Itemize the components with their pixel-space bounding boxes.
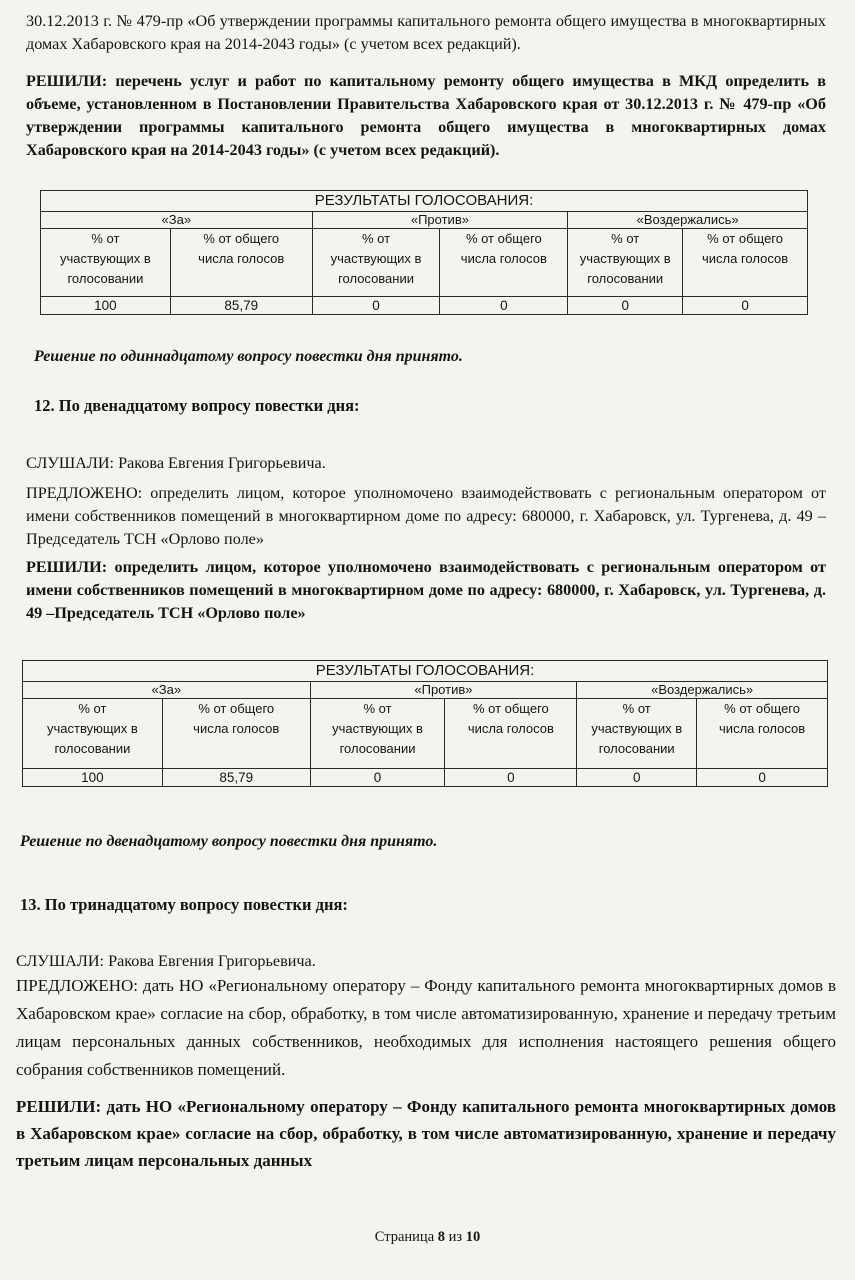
col-header-total: % от общего числа голосов bbox=[445, 699, 577, 769]
col-header-total: % от общего числа голосов bbox=[697, 699, 828, 769]
resolved-label: РЕШИЛИ: bbox=[26, 558, 108, 576]
vote-results-table-2 bbox=[22, 660, 828, 787]
table-title: РЕЗУЛЬТАТЫ ГОЛОСОВАНИЯ: bbox=[41, 191, 808, 212]
value-for-participants: 100 bbox=[41, 297, 171, 315]
resolved-text: определить лицом, которое уполномочено взаимодействовать с региональным оператором от имени собственников помещений в многоквартирном доме по адресу: 680000, г. Хабаровск, ул. Тургенева, д. 49 –Председатель ТСН «Орлово поле» bbox=[26, 558, 826, 622]
group-for-header: «За» bbox=[23, 682, 311, 699]
intro-line-2: многоквартирных домах Хабаровского края на 2014-2043 годы» (с учетом всех редакций). bbox=[26, 12, 827, 53]
col-header-participants: % от участвующих в голосовании bbox=[310, 699, 445, 769]
question-12-heading: 12. По двенадцатому вопросу повестки дня: bbox=[34, 396, 360, 415]
value-for-total: 85,79 bbox=[170, 297, 312, 315]
q13-proposed: ПРЕДЛОЖЕНО: дать НО «Региональному оператору – Фонду капитального ремонта многоквартирных домов в Хабаровском крае» согласие на сбор, обработку, в том числе автоматизированную, хранение и передачу третьим лицам персональных данных собственников, необходимых для исполнения настоящего решения общего собрания собственников помещений. bbox=[16, 976, 836, 1079]
q12-heard: СЛУШАЛИ: Ракова Евгения Григорьевича. bbox=[26, 454, 326, 472]
decision-12: Решение по двенадцатому вопросу повестки дня принято. bbox=[20, 833, 438, 850]
intro-line-1: 30.12.2013 г. № 479-пр «Об утверждении программы капитального ремонта общего имущества в bbox=[26, 12, 699, 30]
table-title: РЕЗУЛЬТАТЫ ГОЛОСОВАНИЯ: bbox=[23, 661, 828, 682]
col-header-total: % от общего числа голосов bbox=[162, 699, 310, 769]
col-header-participants: % от участвующих в голосовании bbox=[312, 229, 440, 297]
value-for-participants: 100 bbox=[23, 769, 163, 787]
q12-proposed: ПРЕДЛОЖЕНО: определить лицом, которое уполномочено взаимодействовать с региональным оператором от имени собственников помещений в многоквартирном доме по адресу: 680000, г. Хабаровск, ул. Тургенева, д. 49 –Председатель ТСН «Орлово поле» bbox=[26, 484, 826, 548]
col-header-total: % от общего числа голосов bbox=[170, 229, 312, 297]
intro-paragraph bbox=[26, 10, 826, 56]
value-abstain-total: 0 bbox=[683, 297, 808, 315]
resolved-text: дать НО «Региональному оператору – Фонду капитального ремонта многоквартирных домов в Хабаровском крае» согласие на сбор, обработку, в том числе автоматизированную, хранение и передачу третьим лицам персональных данных bbox=[16, 1097, 836, 1170]
of-word: из bbox=[448, 1229, 463, 1245]
value-against-total: 0 bbox=[440, 297, 568, 315]
page-word: Страница bbox=[374, 1229, 435, 1245]
q13-heard: СЛУШАЛИ: Ракова Евгения Григорьевича. bbox=[16, 952, 316, 970]
vote-results-table-1 bbox=[40, 190, 808, 315]
page-number: 8 bbox=[437, 1229, 446, 1245]
group-against-header: «Против» bbox=[312, 212, 568, 229]
col-header-participants: % от участвующих в голосовании bbox=[41, 229, 171, 297]
col-header-participants: % от участвующих в голосовании bbox=[23, 699, 163, 769]
value-abstain-participants: 0 bbox=[568, 297, 683, 315]
col-header-total: % от общего числа голосов bbox=[683, 229, 808, 297]
q12-resolved-paragraph bbox=[26, 556, 826, 625]
question-13-heading: 13. По тринадцатому вопросу повестки дня: bbox=[20, 895, 348, 914]
value-against-participants: 0 bbox=[312, 297, 440, 315]
decision-11: Решение по одиннадцатому вопросу повестки дня принято. bbox=[34, 348, 463, 365]
col-header-participants: % от участвующих в голосовании bbox=[577, 699, 697, 769]
value-abstain-participants: 0 bbox=[577, 769, 697, 787]
group-against-header: «Против» bbox=[310, 682, 577, 699]
group-abstain-header: «Воздержались» bbox=[577, 682, 828, 699]
value-against-participants: 0 bbox=[310, 769, 445, 787]
page-total: 10 bbox=[465, 1229, 481, 1245]
q13-resolved-paragraph bbox=[16, 1093, 836, 1174]
col-header-total: % от общего числа голосов bbox=[440, 229, 568, 297]
group-for-header: «За» bbox=[41, 212, 313, 229]
value-against-total: 0 bbox=[445, 769, 577, 787]
page-footer bbox=[0, 1229, 855, 1246]
resolved-text: перечень услуг и работ по капитальному ремонту общего имущества в МКД определить в объеме, установленном в Постановлении Правительства Хабаровского края от 30.12.2013 г. № 479-пр «Об утверждении программы капитального ремонта общего имущества в многоквартирных домах Хабаровского края на 2014-2043 годы» (с учетом всех редакций). bbox=[26, 72, 827, 159]
resolved-label: РЕШИЛИ: bbox=[26, 72, 108, 90]
resolved-label: РЕШИЛИ: bbox=[16, 1097, 102, 1116]
group-abstain-header: «Воздержались» bbox=[568, 212, 808, 229]
value-abstain-total: 0 bbox=[697, 769, 828, 787]
intro-resolved-paragraph bbox=[26, 70, 826, 162]
value-for-total: 85,79 bbox=[162, 769, 310, 787]
col-header-participants: % от участвующих в голосовании bbox=[568, 229, 683, 297]
